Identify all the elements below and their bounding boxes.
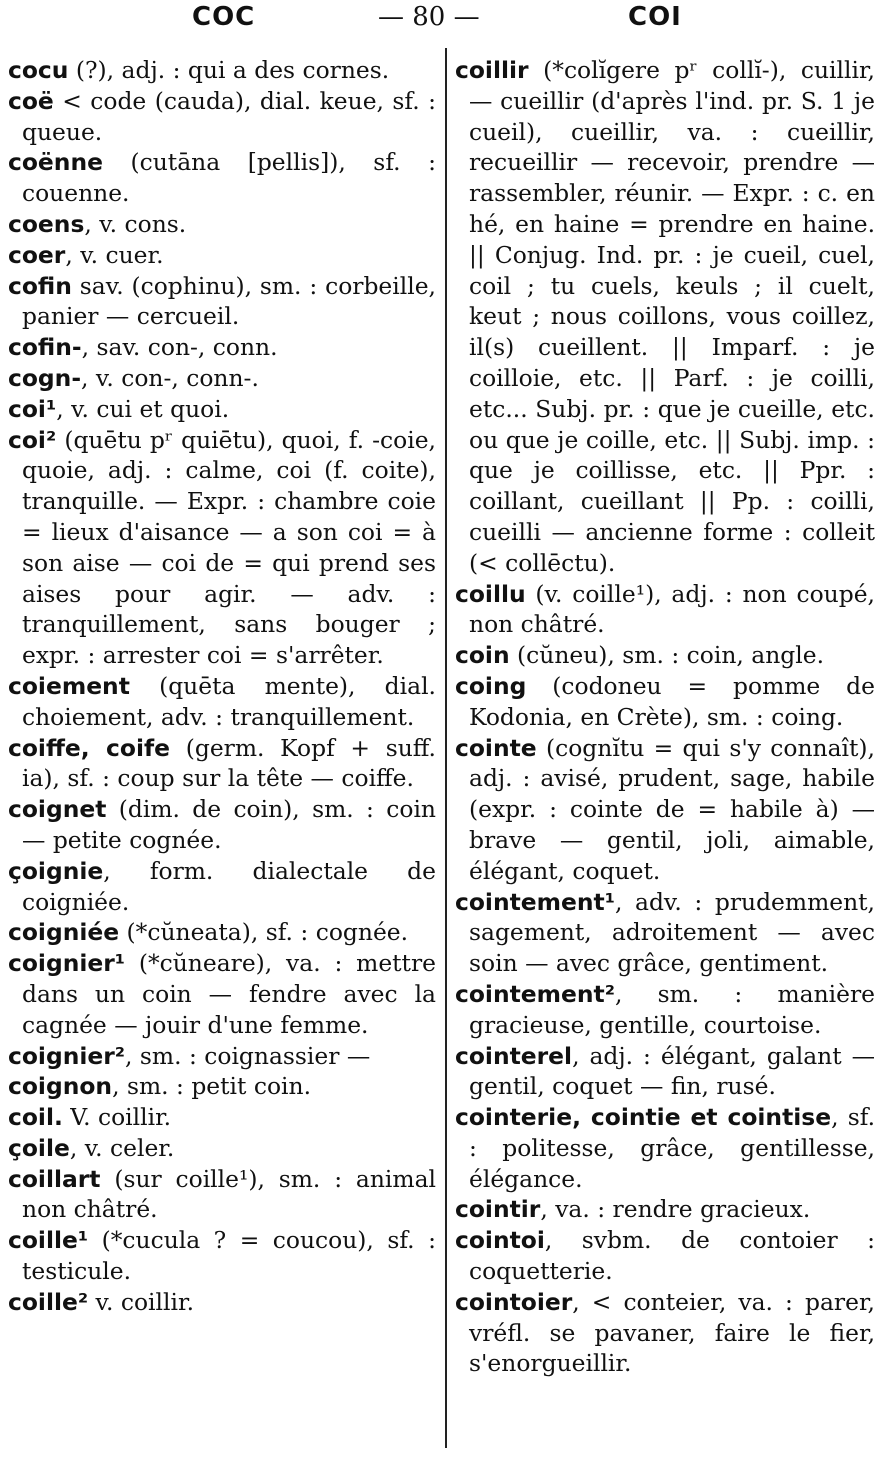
entry-definition: , form. dialectale de coigniée. bbox=[22, 856, 436, 916]
entry-definition: , sm. : petit coin. bbox=[112, 1072, 312, 1101]
entry-definition: , svbm. de contoier : coquetterie. bbox=[469, 1226, 875, 1286]
entry-definition: (cutāna [pellis]), sf. : couenne. bbox=[22, 148, 436, 208]
entry-headword: coignet bbox=[8, 795, 107, 824]
entry-definition: (dim. de coin), sm. : coin — petite cognée. bbox=[22, 795, 436, 854]
running-head-right: COI bbox=[628, 2, 682, 32]
entry-headword: coignier² bbox=[8, 1041, 126, 1070]
dictionary-entry bbox=[8, 917, 436, 948]
column-divider bbox=[445, 48, 447, 1448]
running-head-left: COC bbox=[192, 2, 256, 32]
entry-headword: cogn- bbox=[8, 363, 82, 392]
entry-headword: cointir bbox=[455, 1195, 541, 1224]
dictionary-entry bbox=[8, 733, 436, 795]
dictionary-entry bbox=[455, 640, 875, 671]
dictionary-entry bbox=[8, 86, 436, 148]
dictionary-entry bbox=[455, 55, 875, 579]
entry-definition: , sav. con-, conn. bbox=[81, 333, 278, 362]
entry-definition: (*cucula ? = coucou), sf. : testicule. bbox=[22, 1226, 436, 1286]
dictionary-entry bbox=[8, 425, 436, 671]
entry-headword: coënne bbox=[8, 148, 103, 177]
entry-definition: , sf. : politesse, grâce, gentillesse, élégance. bbox=[469, 1103, 876, 1193]
entry-definition: (quētu pʳ quiētu), quoi, f. -coie, quoie, adj. : calme, coi (f. coite), tranquille. — Expr. : chambre coie = lieux d'aisance — a son coi = à son aise — coi de = qui prend ses aises pour agir. — adv. : tranquillement, sans bouger ; expr. : arrester coi = s'arrêter. bbox=[22, 425, 436, 670]
page-number: — 80 — bbox=[378, 2, 480, 32]
entry-headword: coille¹ bbox=[8, 1226, 89, 1255]
dictionary-entry bbox=[8, 1041, 436, 1072]
entry-definition: , sm. : manière gracieuse, gentille, courtoise. bbox=[469, 979, 875, 1039]
entry-definition: , sm. : coignassier — bbox=[125, 1041, 371, 1070]
entry-headword: cointoier bbox=[455, 1287, 573, 1316]
dictionary-entry bbox=[8, 1287, 436, 1318]
dictionary-entry bbox=[8, 948, 436, 1040]
dictionary-entry bbox=[455, 733, 875, 887]
entry-definition: , v. cons. bbox=[84, 209, 187, 238]
entry-headword: coillir bbox=[455, 56, 529, 84]
entry-definition: (germ. Kopf + suff. ia), sf. : coup sur la tête — coiffe. bbox=[22, 733, 436, 793]
entry-definition: , v. cuer. bbox=[65, 240, 164, 269]
entry-definition: , va. : rendre gracieux. bbox=[540, 1195, 811, 1224]
dictionary-entry bbox=[455, 579, 875, 641]
dictionary-entry bbox=[8, 55, 436, 86]
entry-headword: coillu bbox=[455, 579, 526, 608]
dictionary-entry bbox=[8, 794, 436, 856]
dictionary-entry bbox=[8, 394, 436, 425]
dictionary-entry bbox=[8, 363, 436, 394]
dictionary-entry bbox=[8, 856, 436, 918]
entry-definition: , v. cui et quoi. bbox=[56, 394, 230, 423]
entry-definition: (?), adj. : qui a des cornes. bbox=[68, 56, 390, 84]
dictionary-entry bbox=[8, 1225, 436, 1287]
dictionary-entry bbox=[455, 1041, 875, 1103]
entry-headword: coi¹ bbox=[8, 394, 57, 423]
dictionary-entry bbox=[455, 1225, 875, 1287]
entry-headword: cointement¹ bbox=[455, 887, 615, 916]
dictionary-entry bbox=[8, 1102, 436, 1133]
entry-definition: sav. (cophinu), sm. : corbeille, panier — cercueil. bbox=[22, 271, 436, 331]
entry-definition: (*colĭgere pʳ collĭ-), cuillir, — cueillir (d'après l'ind. pr. S. 1 je cueil), cueillir, va. : cueillir, recueillir — recevoir, prendre — rassembler, réunir. — Expr. : c. en hé, en haine = prendre en haine. || Conjug. Ind. pr. : je cueil, cuel, coil ; tu cuels, keuls ; il cuelt, keut ; nous coillons, vous coillez, il(s) cueillent. || Imparf. : je coilloie, etc. || Parf. : je coilli, etc... Subj. pr. : que je cueille, etc. ou que je coille, etc. || Subj. imp. : que je coillisse, etc. || Ppr. : coillant, cueillant || Pp. : coilli, cueilli — ancienne forme : colleit (< collēctu). bbox=[469, 56, 875, 577]
entry-definition: (*cŭneare), va. : mettre dans un coin — fendre avec la cagnée — jouir d'une femme. bbox=[22, 949, 436, 1039]
dictionary-entry bbox=[455, 979, 875, 1041]
dictionary-entry bbox=[8, 240, 436, 271]
entry-definition: (quēta mente), dial. choiement, adv. : tranquillement. bbox=[22, 671, 436, 731]
entry-headword: cointement² bbox=[455, 979, 615, 1008]
entry-headword: coigniée bbox=[8, 918, 120, 947]
entry-headword: coer bbox=[8, 240, 66, 269]
entry-headword: cocu bbox=[8, 56, 69, 84]
entry-headword: çoignie bbox=[8, 856, 104, 885]
dictionary-entry bbox=[455, 1102, 875, 1194]
entry-headword: coignon bbox=[8, 1072, 113, 1101]
entry-headword: coin bbox=[455, 641, 510, 670]
entry-headword: coing bbox=[455, 671, 527, 700]
dictionary-entry bbox=[8, 1164, 436, 1226]
entry-headword: coignier¹ bbox=[8, 949, 126, 978]
entry-headword: cointerie, cointie et cointise bbox=[455, 1103, 832, 1132]
dictionary-entry bbox=[8, 271, 436, 333]
entry-definition: (sur coille¹), sm. : animal non châtré. bbox=[22, 1164, 436, 1224]
entry-headword: cointoi bbox=[455, 1226, 545, 1255]
entry-headword: cofin- bbox=[8, 333, 82, 362]
entry-headword: coiement bbox=[8, 671, 130, 700]
entry-definition: < code (cauda), dial. keue, sf. : queue. bbox=[22, 86, 436, 146]
entry-headword: coi² bbox=[8, 425, 57, 454]
dictionary-entry bbox=[8, 209, 436, 240]
entry-definition: (*cŭneata), sf. : cognée. bbox=[119, 918, 409, 947]
dictionary-entry bbox=[8, 332, 436, 363]
dictionary-entry bbox=[455, 1287, 875, 1379]
entry-definition: (v. coille¹), adj. : non coupé, non châtré. bbox=[469, 579, 875, 639]
entry-definition: (cŭneu), sm. : coin, angle. bbox=[509, 641, 825, 670]
entry-definition: , v. celer. bbox=[69, 1133, 175, 1162]
entry-headword: coille² bbox=[8, 1287, 89, 1316]
entry-headword: coil. bbox=[8, 1103, 63, 1132]
entry-definition: (codoneu = pomme de Kodonia, en Crète), sm. : coing. bbox=[469, 671, 875, 731]
entry-definition: v. coillir. bbox=[88, 1287, 195, 1316]
entry-headword: cointerel bbox=[455, 1041, 573, 1070]
dictionary-entry bbox=[455, 887, 875, 979]
entry-headword: coë bbox=[8, 86, 54, 115]
entry-definition: V. coillir. bbox=[62, 1103, 172, 1132]
dictionary-entry bbox=[8, 1133, 436, 1164]
dictionary-entry bbox=[455, 671, 875, 733]
entry-headword: cointe bbox=[455, 733, 537, 762]
entry-headword: coiffe, coife bbox=[8, 733, 171, 762]
entry-definition: , adv. : prudemment, sagement, adroitement — avec soin — avec grâce, gentiment. bbox=[469, 887, 875, 978]
entry-definition: , v. con-, conn-. bbox=[81, 363, 259, 392]
entry-headword: coens bbox=[8, 209, 85, 238]
left-column bbox=[8, 55, 436, 1318]
dictionary-entry bbox=[8, 671, 436, 733]
entry-headword: çoile bbox=[8, 1133, 70, 1162]
dictionary-entry bbox=[455, 1194, 875, 1225]
entry-definition: , < conteier, va. : parer, vréfl. se pavaner, faire le fier, s'enorgueillir. bbox=[469, 1287, 875, 1378]
entry-definition: (cognĭtu = qui s'y connaît), adj. : avisé, prudent, sage, habile (expr. : cointe de = habile à) — brave — gentil, joli, aimable, élégant, coquet. bbox=[469, 733, 875, 885]
right-column bbox=[455, 55, 875, 1379]
dictionary-entry bbox=[8, 147, 436, 209]
dictionary-entry bbox=[8, 1071, 436, 1102]
entry-definition: , adj. : élégant, galant — gentil, coquet — fin, rusé. bbox=[469, 1041, 875, 1101]
entry-headword: cofin bbox=[8, 271, 72, 300]
entry-headword: coillart bbox=[8, 1164, 101, 1193]
